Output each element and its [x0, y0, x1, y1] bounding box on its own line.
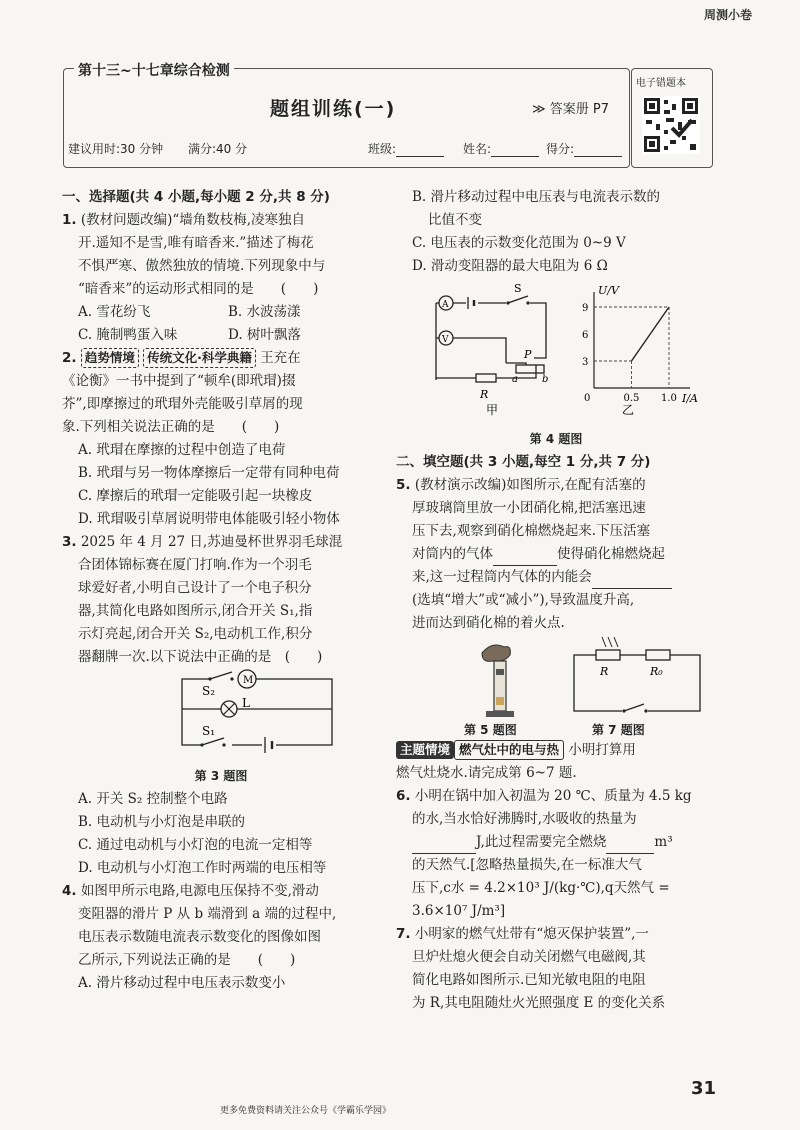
y-axis-label: U/V	[598, 284, 619, 297]
switch-label: S	[514, 282, 522, 295]
option-c[interactable]: C. 腌制鸭蛋入味	[78, 327, 178, 343]
question-text: (教材问题改编)“墙角数枝梅,凌寒独自	[80, 212, 306, 228]
question-7	[396, 923, 716, 1015]
x-tick-label: 0	[584, 393, 591, 404]
trend-tag: 趋势情境	[81, 348, 139, 368]
fire-syringe-figure	[452, 635, 562, 725]
question-number: 2.	[62, 350, 77, 366]
question-text: 进而达到硝化棉的着火点.	[412, 615, 565, 631]
voltmeter-label: V	[442, 335, 449, 345]
question-text: 小明家的燃气灶带有“熄灭保护装置”,一	[414, 926, 649, 942]
end-a-label: a	[512, 374, 518, 385]
option-b[interactable]: B. 滑片移动过程中电压表与电流表示数的	[412, 189, 661, 205]
end-b-label: b	[542, 374, 549, 385]
x-tick-label: 1.0	[661, 393, 677, 404]
option-d[interactable]: D. 电动机与小灯泡工作时两端的电压相等	[78, 860, 327, 876]
name-field[interactable]	[463, 140, 539, 157]
option-d[interactable]: D. 滑动变阻器的最大电阻为 6 Ω	[412, 258, 608, 274]
option-d[interactable]: D. 树叶飘落	[228, 327, 301, 343]
theme-name: 燃气灶中的电与热	[454, 740, 564, 760]
question-6	[396, 785, 716, 923]
question-number: 1.	[62, 212, 77, 228]
resistor-label: R	[480, 388, 489, 401]
question-text: 球爱好者,小明自己设计了一个电子积分	[78, 580, 312, 596]
question-4	[62, 880, 380, 995]
theme-tag: 主题情境	[396, 741, 454, 759]
uv-graph-q4	[572, 278, 702, 418]
question-text: 芥”,即摩擦过的玳瑁外壳能吸引草屑的现	[62, 396, 303, 412]
theme-text: 燃气灶烧水.请完成第 6~7 题.	[396, 765, 577, 781]
y-tick-label: 9	[582, 303, 589, 314]
question-number: 3.	[62, 534, 77, 550]
question-text: 2025 年 4 月 27 日,苏迪曼杯世界羽毛球混	[80, 534, 343, 550]
light-arrows-icon	[602, 637, 618, 647]
question-text: 压下去,观察到硝化棉燃烧起来.下压活塞	[412, 523, 651, 539]
option-b[interactable]: B. 水波荡漾	[228, 304, 301, 320]
option-b-cont: 比值不变	[428, 212, 482, 228]
class-label: 班级:	[368, 142, 397, 156]
question-text: 的水,当水恰好沸腾时,水吸收的热量为	[412, 811, 637, 827]
question-text: 厚玻璃筒里放一小团硝化棉,把活塞迅速	[412, 500, 646, 516]
question-text: (选填“增大”或“减小”),导致温度升高,	[412, 592, 635, 608]
circuit-diagram-q3	[62, 669, 380, 757]
section-choice-title: 一、选择题(共 4 小题,每小题 2 分,共 8 分)	[62, 189, 330, 205]
question-5	[396, 474, 716, 739]
question-text: 《论衡》一书中提到了“顿牟(即玳瑁)掇	[62, 373, 296, 389]
question-number: 4.	[62, 883, 77, 899]
circuit-diagram-q7	[562, 635, 712, 725]
question-number: 7.	[396, 926, 411, 942]
right-column	[396, 186, 716, 1015]
answer-blank[interactable]	[412, 837, 476, 854]
question-text: 的天然气.[忽略热量损失,在一标准大气	[412, 857, 642, 873]
answer-blank[interactable]	[592, 572, 672, 589]
question-text: 象.下列相关说法正确的是 ( )	[62, 419, 280, 435]
left-column	[62, 186, 380, 995]
question-text: J,此过程需要完全燃烧	[476, 834, 607, 850]
qr-label: 电子错题本	[636, 78, 686, 89]
answer-reference: ≫ 答案册 P7	[532, 102, 609, 117]
question-number: 5.	[396, 477, 411, 493]
circuit-diagram-q4	[416, 278, 566, 418]
data-line	[632, 307, 670, 361]
question-text: 不惧严寒、傲然独放的情境.下列现象中与	[78, 258, 326, 274]
score-label: 得分:	[546, 142, 575, 156]
question-text: 器,其简化电路如图所示,闭合开关 S₁,指	[78, 603, 313, 619]
question-text: 为 R,其电阻随灶火光照强度 E 的变化关系	[412, 995, 666, 1011]
score-field[interactable]	[546, 140, 622, 157]
x-axis-label: I/A	[682, 392, 698, 405]
slider-label: P	[524, 348, 532, 361]
culture-tag: 传统文化·科学典籍	[143, 348, 256, 368]
option-c[interactable]: C. 通过电动机与小灯泡的电流一定相等	[78, 837, 313, 853]
question-text: 王充在	[260, 350, 301, 366]
motor-label: M	[243, 675, 254, 686]
option-c[interactable]: C. 电压表的示数变化范围为 0~9 V	[412, 235, 626, 251]
question-text: 使得硝化棉燃烧起	[557, 546, 665, 562]
question-text: m³	[654, 834, 673, 850]
option-a[interactable]: A. 雪花纷飞	[78, 304, 151, 320]
question-text: 压下,c水 = 4.2×10³ J/(kg·℃),q天然气 =	[412, 880, 670, 896]
figure-yi-label: 乙	[622, 403, 635, 417]
question-text: 来,这一过程筒内气体的内能会	[412, 569, 592, 585]
option-b[interactable]: B. 电动机与小灯泡是串联的	[78, 814, 246, 830]
question-text: 小明在锅中加入初温为 20 ℃、质量为 4.5 kg	[414, 788, 692, 804]
section-fill-title: 二、填空题(共 3 小题,每空 1 分,共 7 分)	[396, 454, 651, 470]
answer-blank[interactable]	[493, 549, 557, 566]
top-tag: 周测小卷	[703, 8, 752, 22]
option-a[interactable]: A. 玳瑁在摩擦的过程中创造了电荷	[78, 442, 286, 458]
name-label: 姓名:	[463, 142, 492, 156]
page-number: 31	[690, 1078, 716, 1099]
question-1	[62, 209, 380, 347]
lamp-label: L	[242, 696, 250, 710]
option-c[interactable]: C. 摩擦后的玳瑁一定能吸引起一块橡皮	[78, 488, 313, 504]
question-text: (教材演示改编)如图所示,在配有活塞的	[414, 477, 646, 493]
question-number: 6.	[396, 788, 411, 804]
question-text: 3.6×10⁷ J/m³]	[412, 903, 506, 919]
chapter-title: 第十三~十七章综合检测	[74, 60, 234, 80]
option-b[interactable]: B. 玳瑁与另一物体摩擦后一定带有同种电荷	[78, 465, 340, 481]
theme-text: 小明打算用	[568, 742, 636, 758]
question-2	[62, 347, 380, 531]
question-text: 开.遥知不是雪,唯有暗香来.”描述了梅花	[78, 235, 314, 251]
class-field[interactable]	[368, 140, 444, 157]
s1-label: S₁	[202, 724, 216, 738]
ammeter-label: A	[442, 300, 449, 310]
question-text: 乙所示,下列说法正确的是 ( )	[78, 952, 296, 968]
figure-caption: 第 5 题图	[464, 723, 517, 737]
question-text: 对筒内的气体	[412, 546, 493, 562]
question-text: 旦炉灶熄火便会自动关闭燃气电磁阀,其	[412, 949, 646, 965]
question-3	[62, 531, 380, 880]
x-tick-label: 0.5	[623, 393, 640, 404]
question-text: 合团体锦标赛在厦门打响.作为一个羽毛	[78, 557, 312, 573]
question-text: 器翻牌一次.以下说法中正确的是 ( )	[78, 649, 323, 665]
answer-blank[interactable]	[606, 837, 654, 854]
qr-code-icon[interactable]	[642, 96, 700, 154]
y-tick-label: 3	[582, 357, 589, 368]
figure-q4	[396, 278, 716, 428]
photoresistor-label: R	[600, 665, 609, 678]
question-text: 电压表示数随电流表示数变化的图像如图	[78, 929, 321, 945]
y-tick-label: 6	[582, 330, 589, 341]
question-text: 变阻器的滑片 P 从 b 端滑到 a 端的过程中,	[78, 906, 337, 922]
theme-intro	[396, 739, 716, 785]
s2-label: S₂	[202, 684, 216, 698]
footer-note: 更多免费资料请关注公众号《学霸乐学园》	[220, 1106, 392, 1116]
option-d[interactable]: D. 玳瑁吸引草屑说明带电体能吸引轻小物体	[78, 511, 340, 527]
figure-caption: 第 4 题图	[529, 432, 583, 446]
figure-jia-label: 甲	[486, 403, 499, 417]
page-title: 题组训练(一)	[270, 98, 397, 120]
question-text: “暗香来”的运动形式相同的是 ( )	[78, 281, 319, 297]
question-text: 如图甲所示电路,电源电压保持不变,滑动	[80, 883, 319, 899]
question-text: 示灯亮起,闭合开关 S₂,电动机工作,积分	[78, 626, 313, 642]
time-hint: 建议用时:30 分钟	[68, 142, 164, 156]
figure-caption: 第 3 题图	[194, 769, 248, 783]
fixed-resistor-label: R₀	[650, 665, 663, 678]
total-score: 满分:40 分	[188, 142, 248, 156]
question-text: 简化电路如图所示.已知光敏电阻的电阻	[412, 972, 646, 988]
figure-caption: 第 7 题图	[592, 723, 645, 737]
option-a[interactable]: A. 滑片移动过程中电压表示数变小	[78, 975, 286, 991]
figures-5-7	[396, 635, 716, 739]
option-a[interactable]: A. 开关 S₂ 控制整个电路	[78, 791, 228, 807]
